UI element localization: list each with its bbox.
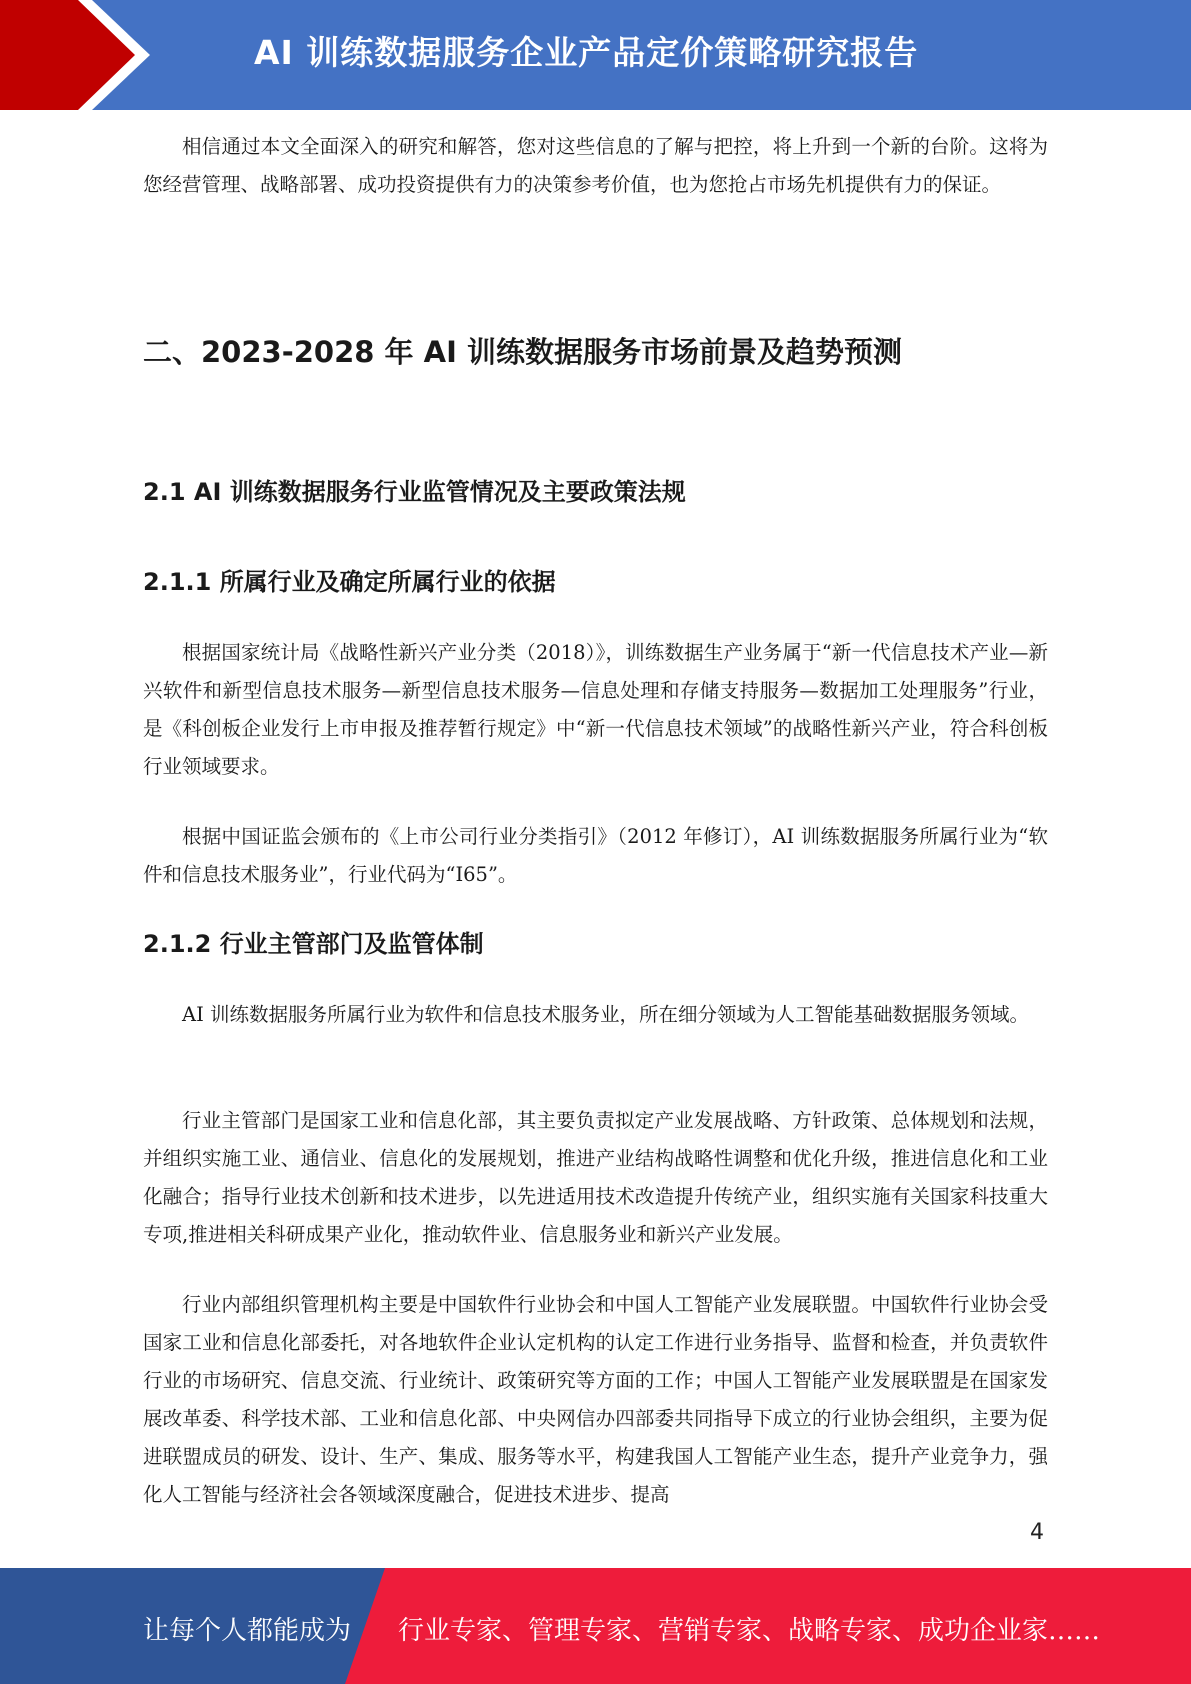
report-title: AI 训练数据服务企业产品定价策略研究报告 xyxy=(254,33,919,72)
section-heading-2-1-2: 2.1.2 行业主管部门及监管体制 xyxy=(143,930,484,958)
section-heading-2-1-1: 2.1.1 所属行业及确定所属行业的依据 xyxy=(143,568,556,596)
header-banner xyxy=(0,0,1191,110)
footer-slogan-left: 让每个人都能成为 xyxy=(143,1616,352,1646)
paragraph-industry-classification: 根据国家统计局《战略性新兴产业分类（2018）》，训练数据生产业务属于“新一代信息技术产业—新兴软件和新型信息技术服务—新型信息技术服务—信息处理和存储支持服务—数据加工处理服务”行业，是《科创板企业发行上市申报及推荐暂行规定》中“新一代信息技术领域”的战略性新兴产业，符合科创板行业领域要求。 xyxy=(143,641,1048,778)
paragraph-subsector: AI 训练数据服务所属行业为软件和信息技术服务业，所在细分领域为人工智能基础数据服务领域。 xyxy=(182,1003,1029,1026)
section-heading-2: 二、2023-2028 年 AI 训练数据服务市场前景及趋势预测 xyxy=(143,335,902,369)
section-heading-2-1: 2.1 AI 训练数据服务行业监管情况及主要政策法规 xyxy=(143,478,686,506)
intro-paragraph: 相信通过本文全面深入的研究和解答，您对这些信息的了解与把控，将上升到一个新的台阶。这将为您经营管理、战略部署、成功投资提供有力的决策参考价值，也为您抢占市场先机提供有力的保证。 xyxy=(143,135,1048,196)
footer-slogan-right: 行业专家、管理专家、营销专家、战略专家、成功企业家…… xyxy=(398,1616,1101,1646)
header-arrow-decoration xyxy=(0,0,150,110)
page-number: 4 xyxy=(1030,1520,1044,1545)
paragraph-csrc-classification: 根据中国证监会颁布的《上市公司行业分类指引》（2012 年修订），AI 训练数据服务所属行业为“软件和信息技术服务业”，行业代码为“I65”。 xyxy=(143,825,1048,886)
paragraph-regulator: 行业主管部门是国家工业和信息化部，其主要负责拟定产业发展战略、方针政策、总体规划和法规，并组织实施工业、通信业、信息化的发展规划，推进产业结构战略性调整和优化升级，推进信息化和工业化融合；指导行业技术创新和技术进步，以先进适用技术改造提升传统产业，组织实施有关国家科技重大专项,推进相关科研成果产业化，推动软件业、信息服务业和新兴产业发展。 xyxy=(143,1109,1048,1246)
paragraph-industry-associations: 行业内部组织管理机构主要是中国软件行业协会和中国人工智能产业发展联盟。中国软件行业协会受国家工业和信息化部委托，对各地软件企业认定机构的认定工作进行业务指导、监督和检查，并负责软件行业的市场研究、信息交流、行业统计、政策研究等方面的工作；中国人工智能产业发展联盟是在国家发展改革委、科学技术部、工业和信息化部、中央网信办四部委共同指导下成立的行业协会组织，主要为促进联盟成员的研发、设计、生产、集成、服务等水平，构建我国人工智能产业生态，提升产业竞争力，强化人工智能与经济社会各领域深度融合，促进技术进步、提高 xyxy=(143,1293,1048,1506)
